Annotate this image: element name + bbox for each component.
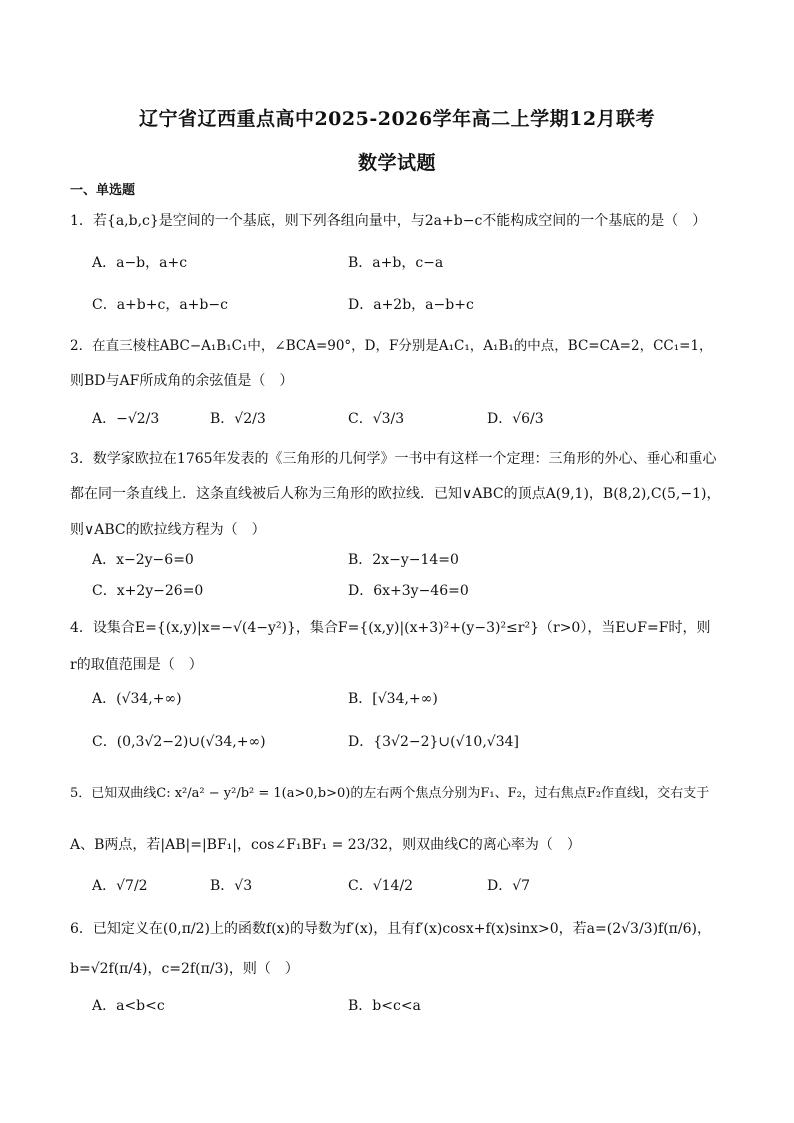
section-heading: 一、单选题 (70, 183, 136, 198)
question-2-option-b: B．√2/3 (210, 411, 266, 427)
question-3-stem-line-2: 都在同一条直线上．这条直线被后人称为三角形的欧拉线．已知∨ABC的顶点A(9,1)，B(8,2),C(5,−1)， (70, 486, 721, 502)
exam-title: 辽宁省辽西重点高中2025-2026学年高二上学期12月联考 (138, 108, 656, 130)
question-3-option-a: A．x−2y−6=0 (92, 552, 194, 568)
question-5-stem-line-2: A、B两点，若|AB|=|BF₁|，cos∠F₁BF₁ = 23/32，则双曲线C的离心率为（ ） (70, 837, 581, 853)
question-1-stem: 1．若{a,b,c}是空间的一个基底，则下列各组向量中，与2a+b−c不能构成空间的一个基底的是（ ） (70, 213, 707, 229)
question-5-option-d: D．√7 (487, 878, 531, 894)
question-1-option-a: A．a−b，a+c (92, 255, 188, 271)
question-2-stem-line-2: 则BD与AF所成角的余弦值是（ ） (70, 373, 294, 389)
question-5-option-c: C．√14/2 (348, 878, 414, 894)
question-2-stem-line-1: 2．在直三棱柱ABC−A₁B₁C₁中，∠BCA=90°，D，F分别是A₁C₁，A₁B₁的中点，BC=CA=2，CC₁=1， (70, 338, 713, 354)
exam-subtitle: 数学试题 (357, 152, 436, 174)
question-6-option-b: B．b<c<a (348, 998, 421, 1014)
question-1-option-c: C．a+b+c，a+b−c (92, 297, 228, 313)
question-2-option-a: A．−√2/3 (92, 411, 160, 427)
question-4-option-c: C．(0,3√2−2)∪(√34,+∞) (92, 734, 266, 750)
question-3-stem-line-3: 则∨ABC的欧拉线方程为（ ） (70, 522, 266, 538)
question-1-option-d: D．a+2b，a−b+c (348, 297, 474, 313)
question-5-option-a: A．√7/2 (92, 878, 148, 894)
question-6-stem-line-2: b=√2f(π/4)，c=2f(π/3)，则（ ） (70, 961, 299, 977)
question-1-option-b: B．a+b，c−a (348, 255, 444, 271)
question-4-option-b: B．[√34,+∞) (348, 691, 438, 707)
question-4-option-d: D．{3√2−2}∪(√10,√34] (348, 734, 519, 750)
question-4-option-a: A．(√34,+∞) (92, 691, 182, 707)
question-6-option-a: A．a<b<c (92, 998, 165, 1014)
question-5-stem-line-1: 5．已知双曲线C: x²/a² − y²/b² = 1(a>0,b>0)的左右两个焦点分别为F₁、F₂，过右焦点F₂作直线l，交右支于 (70, 786, 710, 801)
question-5-option-b: B．√3 (210, 878, 253, 894)
question-6-stem-line-1: 6．已知定义在(0,π/2)上的函数f(x)的导数为f′(x)，且有f′(x)cosx+f(x)sinx>0，若a=(2√3/3)f(π/6)， (70, 921, 711, 937)
question-2-option-c: C．√3/3 (348, 411, 405, 427)
question-3-stem-line-1: 3．数学家欧拉在1765年发表的《三角形的几何学》一书中有这样一个定理：三角形的外心、垂心和重心 (70, 451, 717, 467)
question-3-option-b: B．2x−y−14=0 (348, 552, 459, 568)
question-3-option-d: D．6x+3y−46=0 (348, 583, 469, 599)
question-4-stem-line-2: r的取值范围是（ ） (70, 657, 203, 673)
question-2-option-d: D．√6/3 (487, 411, 544, 427)
question-3-option-c: C．x+2y−26=0 (92, 583, 204, 599)
question-4-stem-line-1: 4．设集合E={(x,y)|x=−√(4−y²)}，集合F={(x,y)|(x+3)²+(y−3)²≤r²}（r>0），当E∪F=F时，则 (70, 620, 711, 636)
